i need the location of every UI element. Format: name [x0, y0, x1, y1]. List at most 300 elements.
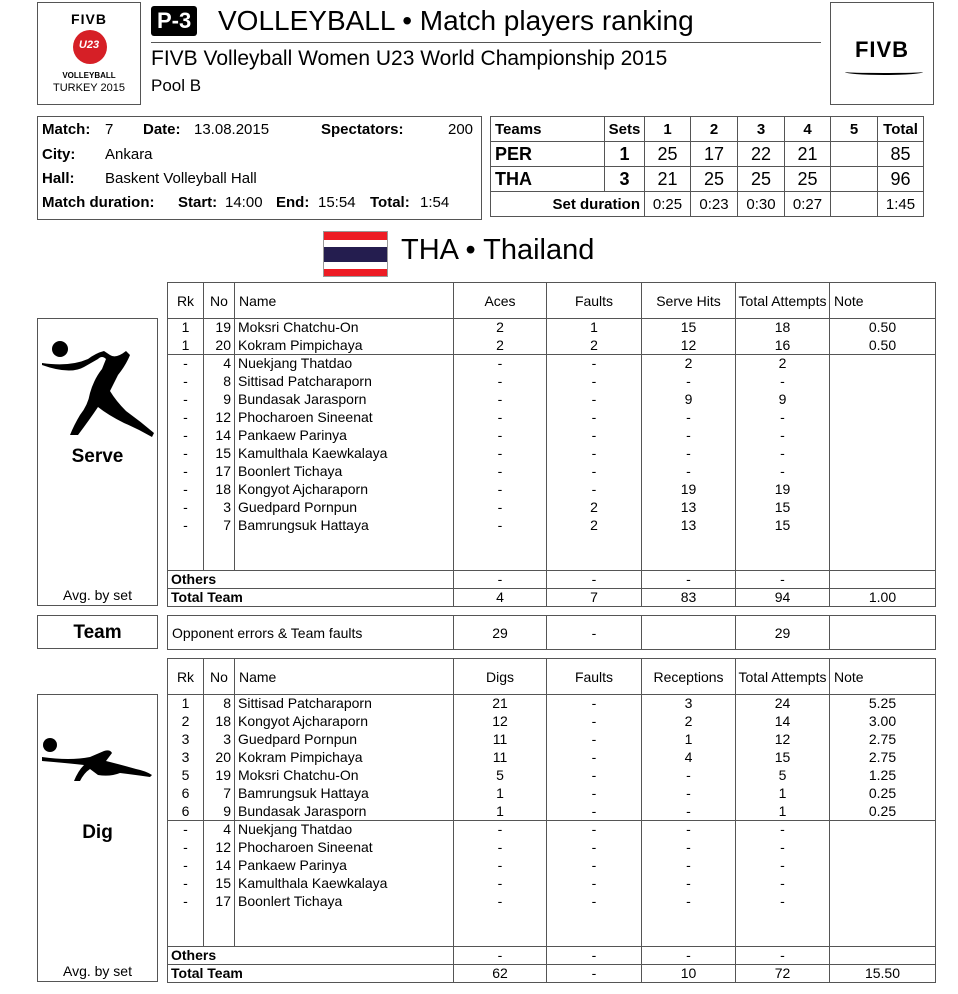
dig-side-panel: [37, 694, 158, 982]
total-stat: 4: [454, 589, 547, 607]
flag-stripe: [324, 247, 387, 262]
player-name: Sittisad Patcharaporn: [235, 373, 454, 391]
player-row: [168, 857, 936, 875]
player-stat: 5: [736, 767, 830, 785]
player-no: 3: [204, 731, 235, 749]
total-attempts-header: Total Attempts: [736, 283, 830, 319]
team-side-panel: [37, 615, 158, 649]
set-score: [831, 142, 878, 167]
player-stat: -: [736, 373, 830, 391]
faults-header: Faults: [547, 283, 642, 319]
player-stat: -: [454, 409, 547, 427]
player-stat: -: [642, 857, 736, 875]
player-note: [830, 893, 936, 911]
player-note: 0.50: [830, 319, 936, 337]
player-stat: -: [454, 893, 547, 911]
score-header-row: [491, 117, 924, 142]
player-stat: 5: [454, 767, 547, 785]
player-stat: 15: [736, 499, 830, 517]
total-stat: 94: [736, 589, 830, 607]
empty-cell: [830, 535, 936, 553]
player-stat: 12: [642, 337, 736, 355]
player-rk: -: [168, 517, 204, 535]
set2-header: 2: [691, 117, 738, 142]
rk-header: Rk: [168, 659, 204, 695]
player-rk: -: [168, 355, 204, 373]
spectators-count: 200: [448, 121, 474, 138]
player-no: 14: [204, 427, 235, 445]
player-stat: -: [547, 481, 642, 499]
player-stat: -: [642, 427, 736, 445]
start-label: Start:: [178, 194, 218, 211]
player-stat: 11: [454, 731, 547, 749]
set-duration-row: [491, 192, 924, 217]
sets-won: 3: [605, 167, 645, 192]
player-name: Moksri Chatchu-On: [235, 767, 454, 785]
player-stat: -: [454, 445, 547, 463]
total-team-label: Total Team: [168, 965, 454, 983]
total-team-label: Total Team: [168, 589, 454, 607]
player-name: Phocharoen Sineenat: [235, 839, 454, 857]
player-no: 7: [204, 785, 235, 803]
player-row: [168, 839, 936, 857]
player-name: Pankaew Parinya: [235, 427, 454, 445]
player-stat: 19: [642, 481, 736, 499]
serve-table: [167, 282, 936, 607]
score-row-per: [491, 142, 924, 167]
player-rk: 5: [168, 767, 204, 785]
player-stat: 18: [736, 319, 830, 337]
player-stat: -: [547, 409, 642, 427]
logo-volleyball-text: VOLLEYBALL: [62, 71, 116, 80]
end-time: 15:54: [318, 194, 356, 211]
player-row: [168, 499, 936, 517]
score-row-tha: [491, 167, 924, 192]
others-row: [168, 571, 936, 589]
player-note: 1.25: [830, 767, 936, 785]
match-number: 7: [105, 121, 114, 138]
player-stat: -: [547, 749, 642, 767]
empty-cell: [736, 553, 830, 571]
player-stat: 24: [736, 695, 830, 713]
player-stat: -: [547, 355, 642, 373]
player-stat: -: [547, 373, 642, 391]
player-rk: -: [168, 427, 204, 445]
empty-cell: [168, 535, 204, 553]
player-row: [168, 481, 936, 499]
player-rk: 6: [168, 803, 204, 821]
player-row: [168, 517, 936, 535]
hall-value: Baskent Volleyball Hall: [105, 170, 257, 187]
player-name: Pankaew Parinya: [235, 857, 454, 875]
no-header: No: [204, 659, 235, 695]
player-stat: -: [547, 875, 642, 893]
serve-player-icon: [40, 335, 155, 440]
empty-cell: [454, 911, 547, 929]
competition-title: FIVB Volleyball Women U23 World Championship 2015: [151, 47, 668, 70]
player-stat: -: [736, 857, 830, 875]
player-stat: -: [736, 839, 830, 857]
total-header: Total: [878, 117, 924, 142]
total-stat: 1.00: [830, 589, 936, 607]
city-value: Ankara: [105, 146, 153, 163]
empty-cell: [547, 535, 642, 553]
player-stat: -: [642, 409, 736, 427]
player-stat: -: [736, 463, 830, 481]
player-note: [830, 481, 936, 499]
total-label: Total:: [370, 194, 410, 211]
empty-cell: [830, 553, 936, 571]
set5-header: 5: [831, 117, 878, 142]
empty-cell: [736, 911, 830, 929]
player-stat: 2: [547, 517, 642, 535]
player-no: 15: [204, 875, 235, 893]
player-no: 9: [204, 391, 235, 409]
player-stat: -: [454, 517, 547, 535]
player-row: [168, 319, 936, 337]
player-rk: -: [168, 893, 204, 911]
player-row: [168, 713, 936, 731]
player-no: 17: [204, 893, 235, 911]
report-badge: P-3: [151, 6, 197, 36]
player-stat: 15: [736, 749, 830, 767]
player-no: 8: [204, 695, 235, 713]
player-stat: -: [547, 463, 642, 481]
empty-cell: [168, 911, 204, 929]
team-faults-value: [642, 616, 736, 650]
city-label: City:: [42, 146, 76, 163]
serve-avg-label: Avg. by set: [62, 587, 132, 603]
total-points: 96: [878, 167, 924, 192]
aces-header: Aces: [454, 283, 547, 319]
empty-cell: [204, 929, 235, 947]
player-note: 0.25: [830, 785, 936, 803]
flag-stripe: [324, 262, 387, 269]
player-name: Kamulthala Kaewkalaya: [235, 875, 454, 893]
player-no: 14: [204, 857, 235, 875]
player-rk: 1: [168, 695, 204, 713]
player-name: Kamulthala Kaewkalaya: [235, 445, 454, 463]
serve-label: Serve: [71, 446, 124, 467]
empty-cell: [547, 553, 642, 571]
digs-header: Digs: [454, 659, 547, 695]
player-rk: -: [168, 481, 204, 499]
others-stat: [830, 947, 936, 965]
empty-cell: [204, 911, 235, 929]
player-stat: -: [642, 875, 736, 893]
serve-side-panel: [37, 318, 158, 606]
player-row: [168, 391, 936, 409]
match-date: 13.08.2015: [194, 121, 270, 138]
team-faults-note: [830, 616, 936, 650]
total-set-duration: 1:45: [878, 192, 924, 217]
note-header: Note: [830, 283, 936, 319]
player-stat: 2: [547, 499, 642, 517]
player-stat: -: [547, 821, 642, 839]
set1-header: 1: [645, 117, 691, 142]
player-rk: 3: [168, 749, 204, 767]
pool-label: Pool B: [151, 76, 202, 95]
player-rk: -: [168, 499, 204, 517]
total-stat: 62: [454, 965, 547, 983]
empty-cell: [830, 929, 936, 947]
player-note: [830, 391, 936, 409]
player-stat: -: [642, 445, 736, 463]
player-name: Guedpard Pornpun: [235, 731, 454, 749]
player-stat: 16: [736, 337, 830, 355]
player-stat: 2: [547, 337, 642, 355]
others-label: Others: [168, 571, 454, 589]
others-label: Others: [168, 947, 454, 965]
empty-cell: [235, 553, 454, 571]
player-row: [168, 695, 936, 713]
total-team-row: [168, 965, 936, 983]
player-stat: -: [642, 893, 736, 911]
player-name: Phocharoen Sineenat: [235, 409, 454, 427]
player-stat: -: [454, 463, 547, 481]
end-label: End:: [276, 194, 310, 211]
empty-row: [168, 911, 936, 929]
player-stat: -: [454, 839, 547, 857]
title-divider: [151, 42, 821, 43]
team-faults-row: [168, 616, 936, 650]
team-label: Team: [73, 622, 122, 643]
total-stat: 83: [642, 589, 736, 607]
set-score: 25: [785, 167, 831, 192]
player-stat: 2: [736, 355, 830, 373]
total-points: 85: [878, 142, 924, 167]
sets-won: 1: [605, 142, 645, 167]
player-stat: 11: [454, 749, 547, 767]
player-stat: -: [547, 713, 642, 731]
player-stat: -: [454, 391, 547, 409]
total-attempts-header: Total Attempts: [736, 659, 830, 695]
player-no: 20: [204, 749, 235, 767]
player-note: 2.75: [830, 749, 936, 767]
team-faults-name: Opponent errors & Team faults: [168, 616, 454, 650]
serve-hits-header: Serve Hits: [642, 283, 736, 319]
player-stat: -: [547, 893, 642, 911]
team-faults-value: 29: [736, 616, 830, 650]
player-stat: 1: [454, 785, 547, 803]
player-name: Nuekjang Thatdao: [235, 821, 454, 839]
total-stat: 72: [736, 965, 830, 983]
team-code: PER: [491, 142, 605, 167]
set-score: 22: [738, 142, 785, 167]
player-note: [830, 517, 936, 535]
set-duration: 0:25: [645, 192, 691, 217]
dig-player-icon: [40, 735, 155, 785]
empty-cell: [235, 535, 454, 553]
player-stat: 12: [736, 731, 830, 749]
player-note: [830, 875, 936, 893]
match-label: Match:: [42, 121, 91, 138]
player-stat: -: [642, 839, 736, 857]
name-header: Name: [235, 659, 454, 695]
empty-cell: [547, 929, 642, 947]
player-stat: -: [454, 481, 547, 499]
player-stat: 3: [642, 695, 736, 713]
player-stat: 1: [454, 803, 547, 821]
others-stat: -: [642, 947, 736, 965]
player-note: [830, 409, 936, 427]
player-row: [168, 893, 936, 911]
others-stat: -: [736, 947, 830, 965]
player-note: [830, 839, 936, 857]
empty-cell: [168, 553, 204, 571]
player-stat: -: [736, 893, 830, 911]
others-stat: -: [642, 571, 736, 589]
total-duration: 1:54: [420, 194, 450, 211]
player-stat: 2: [642, 355, 736, 373]
player-stat: 21: [454, 695, 547, 713]
player-rk: -: [168, 373, 204, 391]
total-stat: -: [547, 965, 642, 983]
player-name: Boonlert Tichaya: [235, 463, 454, 481]
player-rk: -: [168, 821, 204, 839]
total-stat: 10: [642, 965, 736, 983]
player-rk: -: [168, 875, 204, 893]
player-stat: -: [642, 463, 736, 481]
score-table: [490, 116, 924, 217]
fivb-swoosh-icon: [845, 69, 923, 75]
empty-cell: [547, 911, 642, 929]
player-rk: -: [168, 391, 204, 409]
player-row: [168, 821, 936, 839]
player-stat: -: [736, 445, 830, 463]
player-stat: -: [736, 427, 830, 445]
player-name: Bundasak Jarasporn: [235, 391, 454, 409]
set-score: 21: [785, 142, 831, 167]
player-no: 3: [204, 499, 235, 517]
duration-label: Match duration:: [42, 194, 155, 211]
player-no: 17: [204, 463, 235, 481]
player-stat: 14: [736, 713, 830, 731]
set3-header: 3: [738, 117, 785, 142]
total-team-row: [168, 589, 936, 607]
player-row: [168, 749, 936, 767]
player-note: [830, 499, 936, 517]
player-no: 19: [204, 767, 235, 785]
set-score: 21: [645, 167, 691, 192]
logo-u23-text: U23: [78, 39, 100, 51]
empty-cell: [642, 553, 736, 571]
player-name: Sittisad Patcharaporn: [235, 695, 454, 713]
player-rk: 1: [168, 319, 204, 337]
note-header: Note: [830, 659, 936, 695]
set-duration-label: Set duration: [491, 192, 645, 217]
player-stat: 9: [642, 391, 736, 409]
set4-header: 4: [785, 117, 831, 142]
set-score: 25: [738, 167, 785, 192]
player-stat: 4: [642, 749, 736, 767]
player-stat: -: [547, 445, 642, 463]
empty-cell: [235, 929, 454, 947]
player-stat: -: [547, 695, 642, 713]
hall-label: Hall:: [42, 170, 75, 187]
player-stat: -: [454, 875, 547, 893]
player-no: 8: [204, 373, 235, 391]
player-stat: -: [454, 821, 547, 839]
player-row: [168, 337, 936, 355]
player-stat: -: [454, 857, 547, 875]
set-score: [831, 167, 878, 192]
player-stat: -: [642, 767, 736, 785]
player-stat: 1: [736, 785, 830, 803]
player-row: [168, 463, 936, 481]
player-note: [830, 427, 936, 445]
player-stat: 2: [642, 713, 736, 731]
player-no: 18: [204, 713, 235, 731]
empty-row: [168, 553, 936, 571]
player-no: 12: [204, 839, 235, 857]
player-name: Bamrungsuk Hattaya: [235, 785, 454, 803]
name-header: Name: [235, 283, 454, 319]
player-stat: 1: [547, 319, 642, 337]
player-rk: 1: [168, 337, 204, 355]
player-stat: -: [547, 803, 642, 821]
player-no: 4: [204, 821, 235, 839]
player-name: Bundasak Jarasporn: [235, 803, 454, 821]
date-label: Date:: [143, 121, 181, 138]
empty-cell: [642, 929, 736, 947]
receptions-header: Receptions: [642, 659, 736, 695]
team-faults-value: -: [547, 616, 642, 650]
player-no: 9: [204, 803, 235, 821]
team-code: THA: [491, 167, 605, 192]
player-rk: -: [168, 839, 204, 857]
player-no: 19: [204, 319, 235, 337]
player-name: Guedpard Pornpun: [235, 499, 454, 517]
player-stat: -: [547, 731, 642, 749]
others-stat: [830, 571, 936, 589]
player-stat: -: [547, 839, 642, 857]
player-note: [830, 463, 936, 481]
empty-cell: [642, 911, 736, 929]
empty-row: [168, 929, 936, 947]
player-stat: -: [736, 409, 830, 427]
set-duration: [831, 192, 878, 217]
empty-cell: [642, 535, 736, 553]
empty-cell: [736, 535, 830, 553]
set-duration: 0:23: [691, 192, 738, 217]
player-stat: -: [547, 785, 642, 803]
player-stat: 13: [642, 517, 736, 535]
player-row: [168, 427, 936, 445]
player-no: 7: [204, 517, 235, 535]
player-row: [168, 803, 936, 821]
player-stat: -: [454, 499, 547, 517]
player-stat: 15: [642, 319, 736, 337]
empty-cell: [454, 929, 547, 947]
faults-header: Faults: [547, 659, 642, 695]
flag-stripe: [324, 240, 387, 247]
player-name: Boonlert Tichaya: [235, 893, 454, 911]
player-name: Moksri Chatchu-On: [235, 319, 454, 337]
player-note: [830, 857, 936, 875]
total-stat: 15.50: [830, 965, 936, 983]
player-stat: 15: [736, 517, 830, 535]
player-name: Kokram Pimpichaya: [235, 337, 454, 355]
player-note: [830, 355, 936, 373]
set-score: 25: [691, 167, 738, 192]
player-stat: -: [547, 857, 642, 875]
player-note: 3.00: [830, 713, 936, 731]
others-stat: -: [454, 947, 547, 965]
start-time: 14:00: [225, 194, 263, 211]
player-stat: -: [454, 355, 547, 373]
others-stat: -: [547, 571, 642, 589]
